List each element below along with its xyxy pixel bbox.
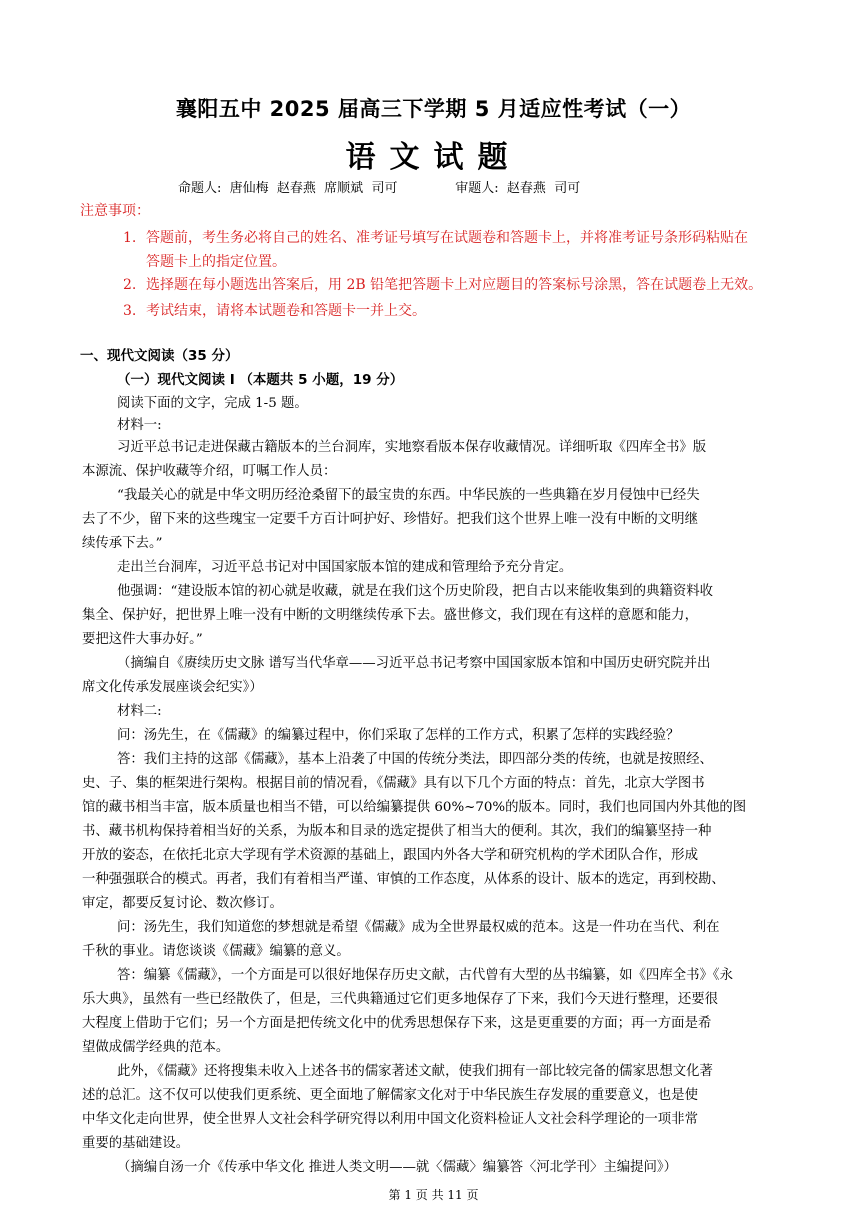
section-heading: 一、现代文阅读（35 分）: [80, 348, 239, 364]
page-number: 第 1 页 共 11 页: [388, 1188, 479, 1202]
paragraph-line: 续传承下去。”: [82, 536, 163, 551]
paragraph-line: 答：编纂《儒藏》，一个方面是可以很好地保存历史文献，古代曾有大型的丛书编纂，如《四库全书》《永: [117, 968, 733, 983]
notice-item: [123, 226, 803, 276]
material-one-label: 材料一:: [117, 418, 162, 433]
paragraph-line: 他强调：“建设版本馆的初心就是收藏，就是在我们这个历史阶段，把自古以来能收集到的典籍资料收: [117, 584, 714, 599]
paragraph-line: 乐大典》，虽然有一些已经散佚了，但是，三代典籍通过它们更多地保存了下来，我们今天进行整理，还要很: [82, 992, 719, 1007]
source-citation: 席文化传承发展座谈会纪实》）: [82, 680, 263, 695]
paragraph-line: 书、藏书机构保持着相当好的关系，为版本和目录的选定提供了相当大的便利。其次，我们的编纂坚持一种: [82, 824, 712, 839]
paragraph-line: 审定，都要反复讨论、数次修订。: [82, 896, 283, 911]
paragraph-line: 问：汤先生，我们知道您的梦想就是希望《儒藏》成为全世界最权威的范本。这是一件功在当代、利在: [117, 920, 720, 935]
reading-instruction: 阅读下面的文字，完成 1-5 题。: [117, 396, 308, 411]
subject-title: 语文试题: [345, 140, 522, 175]
subsection-heading: （一）现代文阅读 I （本题共 5 小题，19 分）: [117, 372, 404, 388]
notice-item: [123, 299, 803, 325]
authors-line: 命题人: 唐仙梅 赵春燕 席顺斌 司可 审题人: 赵春燕 司可: [178, 181, 581, 196]
paragraph-line: 此外，《儒藏》还将搜集未收入上述各书的儒家著述文献，使我们拥有一部比较完备的儒家思想文化著: [117, 1064, 713, 1079]
paragraph-line: 本源流、保护收藏等介绍，叮嘱工作人员：: [82, 464, 337, 479]
notice-item: [123, 273, 803, 299]
notice-item-number: 2.: [123, 277, 137, 293]
notice-item-text: 答题前，考生务必将自己的姓名、准考证号填写在试题卷和答题卡上，并将准考证号条形码粘贴在: [146, 230, 748, 246]
paragraph-line: 去了不少，留下来的这些瑰宝一定要千方百计呵护好、珍惜好。把我们这个世界上唯一没有中断的文明继: [82, 512, 698, 527]
paragraph-line: 中华文化走向世界，使全世界人文社会科学研究得以利用中国文化资料检证人文社会科学理论的一项非常: [82, 1112, 698, 1127]
paragraph-line: 馆的藏书相当丰富，版本质量也相当不错，可以给编纂提供 60%~70%的版本。同时，我们也同国内外其他的图: [82, 800, 747, 815]
paragraph-line: 一种强强联合的模式。再者，我们有着相当严谨、审慎的工作态度，从体系的设计、版本的选定，再到校勘、: [82, 872, 725, 887]
paragraph-line: 史、子、集的框架进行架构。根据目前的情况看，《儒藏》具有以下几个方面的特点：首先，北京大学图书: [82, 776, 705, 791]
paragraph-line: “我最关心的就是中华文明历经沧桑留下的最宝贵的东西。中华民族的一些典籍在岁月侵蚀中已经失: [117, 488, 700, 503]
notice-item-text: 选择题在每小题选出答案后，用 2B 铅笔把答题卡上对应题目的答案标号涂黑，答在试题卷上无效。: [146, 277, 763, 293]
paragraph-line: 千秋的事业。请您谈谈《儒藏》编纂的意义。: [82, 944, 350, 959]
notice-item-number: 1.: [123, 230, 137, 246]
paragraph-line: 开放的姿态，在依托北京大学现有学术资源的基础上，跟国内外各大学和研究机构的学术团队合作，形成: [82, 848, 698, 863]
paragraph-line: 重要的基础建设。: [82, 1136, 190, 1151]
source-citation: （摘编自《赓续历史文脉 谱写当代华章——习近平总书记考察中国国家版本馆和中国历史研究院并出: [117, 656, 711, 671]
paragraph-line: 答：我们主持的这部《儒藏》，基本上沿袭了中国的传统分类法，即四部分类的传统，也就是按照经、: [117, 752, 713, 767]
paragraph-line: 习近平总书记走进保藏古籍版本的兰台洞库，实地察看版本保存收藏情况。详细听取《四库全书》版: [117, 440, 707, 455]
paragraph-line: 问：汤先生，在《儒藏》的编纂过程中，你们采取了怎样的工作方式，积累了怎样的实践经验？: [117, 728, 680, 743]
paragraph-line: 述的总汇。这不仅可以使我们更系统、更全面地了解儒家文化对于中华民族生存发展的重要意义，也是使: [82, 1088, 698, 1103]
notice-heading: 注意事项：: [80, 203, 150, 219]
paragraph-line: 走出兰台洞库，习近平总书记对中国国家版本馆的建成和管理给予充分肯定。: [117, 560, 573, 575]
notice-item-text: 考试结束，请将本试题卷和答题卡一并上交。: [146, 303, 426, 319]
notice-item-number: 3.: [123, 303, 137, 319]
paragraph-line: 要把这件大事办好。”: [82, 632, 203, 647]
paragraph-line: 集全、保护好，把世界上唯一没有中断的文明继续传承下去。盛世修文，我们现在有这样的意愿和能力，: [82, 608, 698, 623]
exam-title: 襄阳五中 2025 届高三下学期 5 月适应性考试（一）: [175, 97, 692, 121]
notice-item-text: 答题卡上的指定位置。: [146, 254, 286, 270]
source-citation: （摘编自汤一介《传承中华文化 推进人类文明——就〈儒藏〉编纂答〈河北学刊〉主编提问》）: [117, 1160, 677, 1175]
paragraph-line: 望做成儒学经典的范本。: [82, 1040, 230, 1055]
material-two-label: 材料二:: [117, 704, 162, 719]
paragraph-line: 大程度上借助于它们；另一个方面是把传统文化中的优秀思想保存下来，这是更重要的方面；再一方面是希: [82, 1016, 712, 1031]
